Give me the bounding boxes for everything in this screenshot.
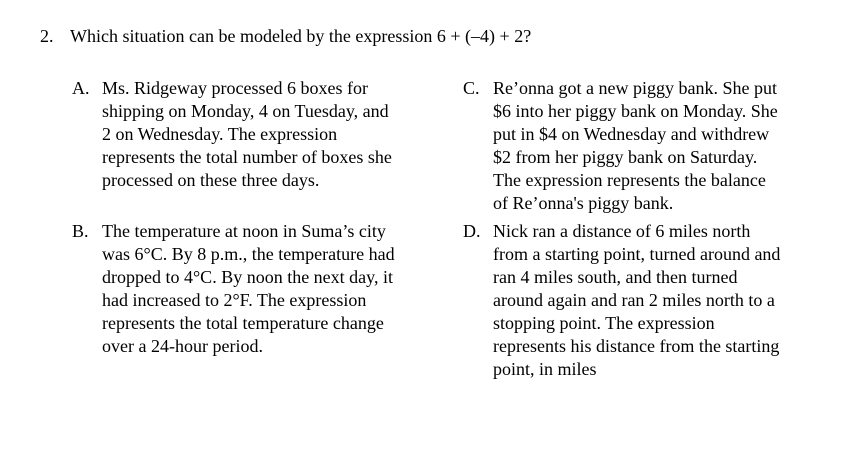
question-prompt	[40, 25, 531, 48]
option-text-line: $6 into her piggy bank on Monday. She	[493, 101, 778, 121]
question-number: 2.	[40, 26, 54, 46]
option-text-line: of Re’onna's piggy bank.	[493, 193, 674, 213]
option-letter: C.	[463, 78, 480, 98]
option-text-line: stopping point. The expression	[493, 313, 715, 333]
option-text	[102, 220, 437, 358]
option-text-line: represents his distance from the starting	[493, 336, 780, 356]
option-text-line: represents the total number of boxes she	[102, 147, 392, 167]
option-text-line: put in $4 on Wednesday and withdrew	[493, 124, 770, 144]
option-letter: B.	[72, 221, 89, 241]
option-text	[493, 77, 838, 215]
option-text	[102, 77, 437, 192]
option-text-line: over a 24-hour period.	[102, 336, 263, 356]
option-text-line: around again and ran 2 miles north to a	[493, 290, 775, 310]
option-text-line: shipping on Monday, 4 on Tuesday, and	[102, 101, 389, 121]
option-text-line: point, in miles	[493, 359, 597, 379]
option-text-line: processed on these three days.	[102, 170, 320, 190]
option-text-line: represents the total temperature change	[102, 313, 384, 333]
option-text-line: $2 from her piggy bank on Saturday.	[493, 147, 758, 167]
option-letter: D.	[463, 221, 481, 241]
option-text-line: 2 on Wednesday. The expression	[102, 124, 338, 144]
option-text-line: Ms. Ridgeway processed 6 boxes for	[102, 78, 368, 98]
option-text	[493, 220, 838, 381]
option-text-line: Re’onna got a new piggy bank. She put	[493, 78, 777, 98]
option-text-line: was 6°C. By 8 p.m., the temperature had	[102, 244, 395, 264]
option-text-line: The temperature at noon in Suma’s city	[102, 221, 386, 241]
option-text-line: dropped to 4°C. By noon the next day, it	[102, 267, 393, 287]
question-text: Which situation can be modeled by the expression 6 + (–4) + 2?	[70, 26, 532, 46]
option-text-line: The expression represents the balance	[493, 170, 766, 190]
option-text-line: ran 4 miles south, and then turned	[493, 267, 738, 287]
option-letter: A.	[72, 78, 90, 98]
option-text-line: from a starting point, turned around and	[493, 244, 781, 264]
option-text-line: had increased to 2°F. The expression	[102, 290, 367, 310]
option-text-line: Nick ran a distance of 6 miles north	[493, 221, 751, 241]
